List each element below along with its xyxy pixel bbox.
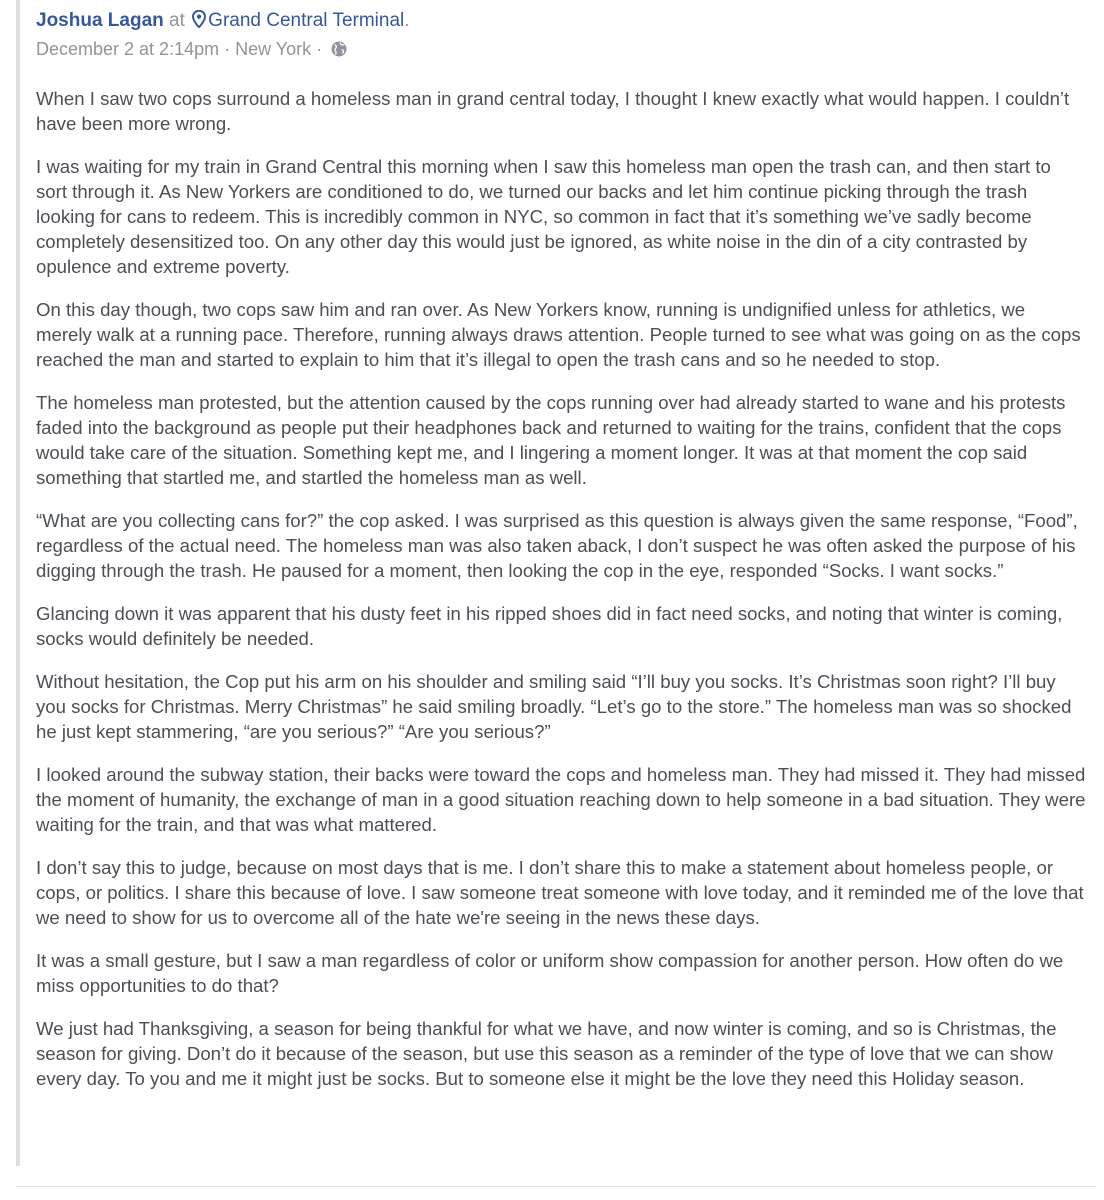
post-paragraph: Glancing down it was apparent that his dusty feet in his ripped shoes did in fact need socks, and noting that winter is coming, socks would definitely be needed.: [36, 603, 1063, 649]
post-paragraph: Without hesitation, the Cop put his arm on his shoulder and smiling said “I’ll buy you socks. It’s Christmas soon right? I’ll buy you socks for Christmas. Merry Christmas” he said smiling broadly. “Let’s go to the store.” The homeless man was so shocked he just kept stammering, “are you serious?” “Are you serious?”: [36, 671, 1072, 742]
post-timestamp-link[interactable]: December 2 at 2:14pm: [36, 39, 220, 59]
post-paragraph: On this day though, two cops saw him and ran over. As New Yorkers know, running is undignified unless for athletics, we merely walk at a running pace. Therefore, running always draws attention. People turned to see what was going on as the cops reached the man and started to explain to him that it’s illegal to open the trash cans and so he needed to stop.: [36, 299, 1081, 370]
quote-bar: [16, 0, 20, 1166]
meta-separator: ·: [224, 39, 231, 59]
author-name-link[interactable]: Joshua Lagan: [36, 10, 164, 31]
bottom-divider: [16, 1186, 1096, 1187]
shared-post: [36, 8, 1086, 1109]
post-paragraph: The homeless man protested, but the attention caused by the cops running over had already started to wane and his protests faded into the background as people put their headphones back and returned to waiting for the trains, confident that the cops would take care of the situation. Something kept me, and I lingering a moment longer. It was at that moment the cop said something that startled me, and startled the homeless man as well.: [36, 392, 1066, 488]
place-suffix: .: [404, 10, 410, 31]
post-paragraph: We just had Thanksgiving, a season for being thankful for what we have, and now winter is coming, and so is Christmas, the season for giving. Don’t do it because of the season, but use this season as a reminder of the type of love that we can show every day. To you and me it might just be socks. But to someone else it might be the love they need this Holiday season.: [36, 1018, 1057, 1089]
post-paragraph: “What are you collecting cans for?” the cop asked. I was surprised as this question is always given the same response, “Food”, regardless of the actual need. The homeless man was also taken aback, I don’t suspect he was often asked the purpose of his digging through the trash. He paused for a moment, then looking the cop in the eye, responded “Socks. I want socks.”: [36, 510, 1078, 581]
post-header: [36, 8, 1086, 34]
location-pin-icon: [192, 10, 206, 28]
post-paragraph: I looked around the subway station, their backs were toward the cops and homeless man. They had missed it. They had missed the moment of humanity, the exchange of man in a good situation reaching down to help someone in a bad situation. They were waiting for the train, and that was what mattered.: [36, 764, 1086, 835]
post-paragraph: When I saw two cops surround a homeless man in grand central today, I thought I knew exactly what would happen. I couldn’t have been more wrong.: [36, 88, 1070, 134]
at-word: at: [169, 10, 185, 31]
post-meta: [36, 36, 1086, 62]
meta-separator: ·: [316, 39, 323, 59]
globe-icon[interactable]: [331, 41, 347, 57]
post-paragraph: It was a small gesture, but I saw a man regardless of color or uniform show compassion for another person. How often do we miss opportunities to do that?: [36, 950, 1064, 996]
post-paragraph: I don’t say this to judge, because on most days that is me. I don’t share this to make a statement about homeless people, or cops, or politics. I share this because of love. I saw someone treat someone with love today, and it reminded me of the love that we need to show for us to overcome all of the hate we're seeing in the news these days.: [36, 857, 1084, 928]
post-paragraph: I was waiting for my train in Grand Central this morning when I saw this homeless man open the trash can, and then start to sort through it. As New Yorkers are conditioned to do, we turned our backs and let him continue picking through the trash looking for cans to redeem. This is incredibly common in NYC, so common in fact that it’s something we’ve sadly become completely desensitized too. On any other day this would just be ignored, as white noise in the din of a city contrasted by opulence and extreme poverty.: [36, 156, 1051, 277]
post-body: [36, 86, 1086, 1091]
post-location: New York: [235, 39, 312, 59]
place-link[interactable]: Grand Central Terminal: [208, 10, 405, 31]
